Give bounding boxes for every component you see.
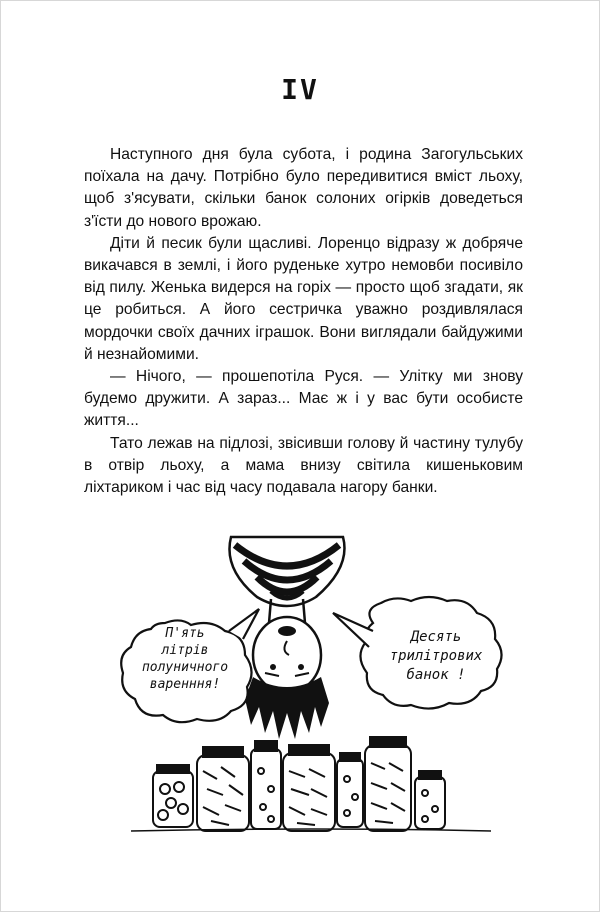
jar — [153, 765, 193, 827]
jar — [365, 737, 411, 831]
jar — [415, 771, 445, 829]
paragraph: — Нічого, — прошепотіла Руся. — Улітку ми знову будемо дружити. А зараз... Має ж і у вас бути особисте життя... — [84, 368, 523, 430]
jar — [197, 747, 249, 831]
jar — [251, 741, 281, 829]
paragraph: Діти й песик були щасливі. Лоренцо відразу ж добряче викачався в землі, і його руденьке хутро немовби посивіло від пилу. Женька видерся на горіх — просто щоб згадати, як це робиться. А його сестричка уважно роздивлялася мордочки своїх дачних іграшок. Вони виглядали байдужими й незнайомими. — [84, 234, 523, 363]
jar — [337, 753, 363, 827]
head — [245, 617, 329, 739]
sweater — [229, 537, 344, 606]
jars — [153, 737, 445, 831]
chapter-heading: IV — [281, 73, 319, 106]
paragraph: Наступного дня була субота, і родина Загогульських поїхала на дачу. Потрібно було передивитися вміст льоху, щоб з'ясувати, скільки банок солоних огірків доведеться з'їсти до нового врожаю. — [84, 146, 523, 230]
speech-bubble-right-text: Десять трилітрових банок ! — [389, 629, 483, 683]
speech-bubble-left-text: П'ять літрів полуничного варенння! — [141, 626, 229, 692]
paragraph: Тато лежав на підлозі, звісивши голову й частину тулубу в отвір льоху, а мама внизу світила кишеньковим ліхтариком і час від часу подавала нагору банки. — [84, 434, 523, 497]
body-text — [84, 144, 523, 499]
jar — [283, 745, 335, 831]
